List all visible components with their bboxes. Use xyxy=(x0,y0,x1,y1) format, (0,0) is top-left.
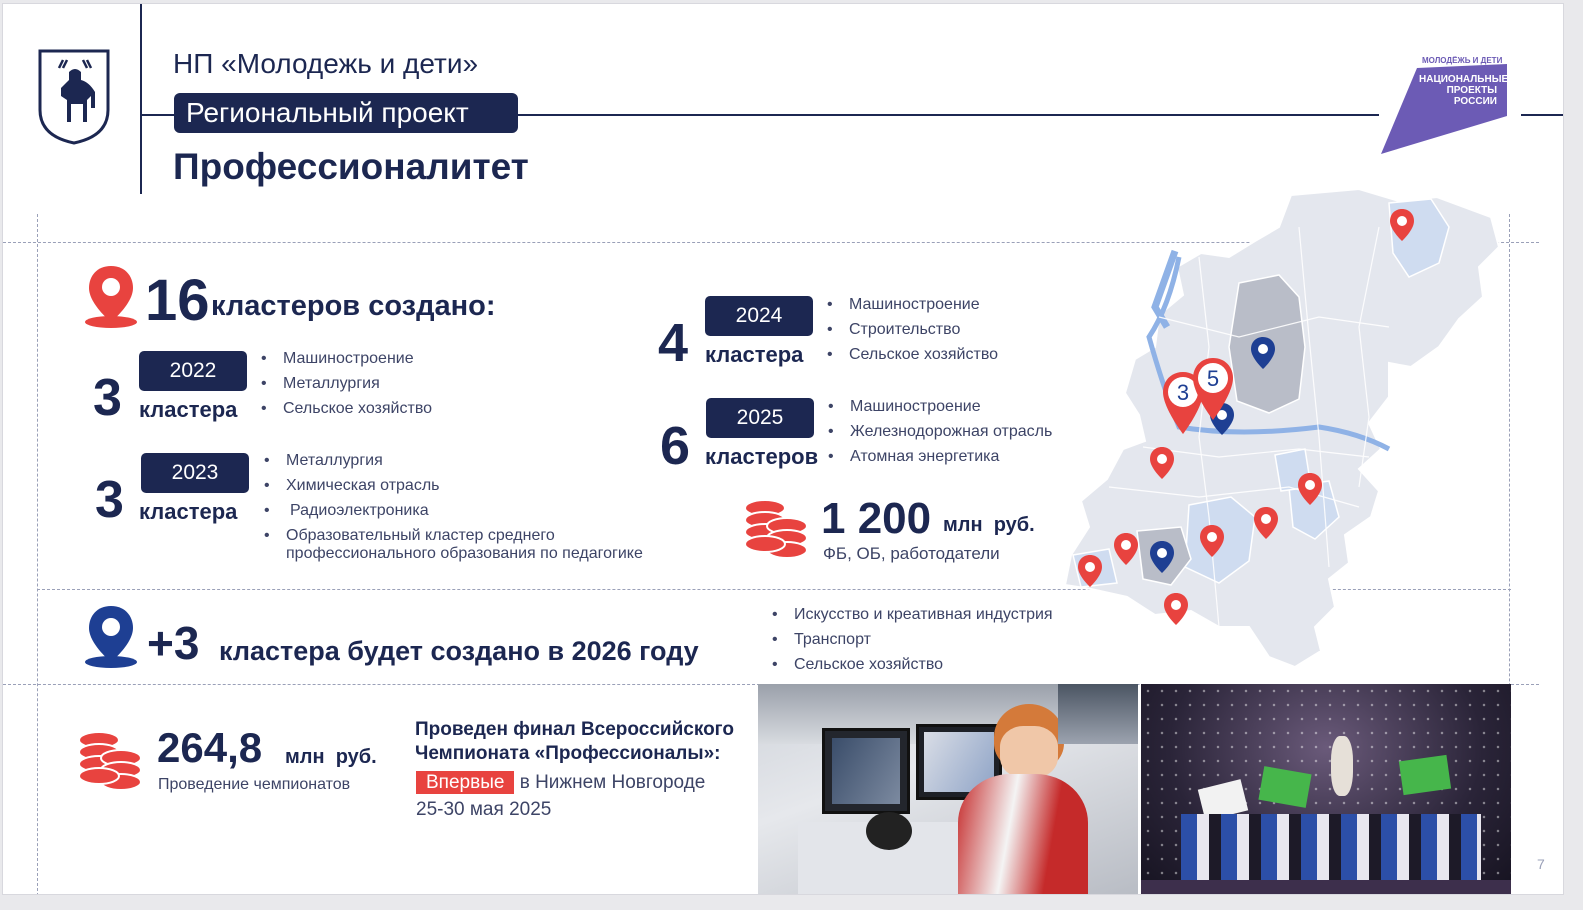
map-marker-red-icon xyxy=(1389,208,1415,242)
list-item: • Сельское хозяйство xyxy=(827,342,998,367)
count-2022: 3 xyxy=(93,369,122,427)
championship-unit: млн руб. xyxy=(285,746,377,768)
list-item: • Радиоэлектроника xyxy=(264,498,555,523)
list-item: • Машиностроение xyxy=(261,346,432,371)
map-label-b: 5 xyxy=(1206,366,1220,391)
coat-of-arms-icon xyxy=(37,48,111,146)
list-item: • Сельское хозяйство xyxy=(261,396,432,421)
list-item: • Сельское хозяйство xyxy=(772,652,1053,677)
national-projects-logo: МОЛОДЁЖЬ И ДЕТИ НАЦИОНАЛЬНЫЕ ПРОЕКТЫ РОССИИ xyxy=(1379,44,1509,156)
clusters-total-label: кластеров создано: xyxy=(211,290,496,322)
count-2025: 6 xyxy=(660,416,691,476)
year-badge-2022: 2022 xyxy=(139,351,247,391)
count-2024: 4 xyxy=(658,313,689,373)
list-item: • Металлургия xyxy=(264,448,555,473)
funding-amount: 1 200 xyxy=(821,494,932,543)
list-item-continued: профессионального образования по педагогике xyxy=(286,545,643,562)
list-2022 xyxy=(261,346,432,421)
list-2024 xyxy=(827,292,998,367)
funding-source: ФБ, ОБ, работодатели xyxy=(823,544,1000,563)
future-count: +3 xyxy=(147,617,200,669)
championship-caption: Проведение чемпионатов xyxy=(158,776,351,793)
list-item: • Металлургия xyxy=(261,371,432,396)
word-2022: кластера xyxy=(139,397,238,422)
map-marker-blue-icon xyxy=(1250,336,1276,370)
slide xyxy=(2,3,1564,895)
region-map xyxy=(1059,187,1503,671)
map-marker-blue-icon xyxy=(1149,540,1175,574)
header-divider xyxy=(140,4,142,194)
page-title: Профессионалитет xyxy=(173,146,529,187)
header-rule-right xyxy=(1521,114,1564,116)
year-badge-2025: 2025 xyxy=(706,398,814,438)
map-marker-red-icon xyxy=(1077,554,1103,588)
list-item: • Машиностроение xyxy=(827,292,998,317)
photo-competitor-workstation xyxy=(758,684,1138,895)
map-marker-red-icon xyxy=(1199,524,1225,558)
map-marker-red-icon xyxy=(1149,446,1175,480)
year-badge-2024: 2024 xyxy=(705,296,813,336)
map-marker-red-icon xyxy=(1113,532,1139,566)
list-item: • Железнодорожная отрасль xyxy=(828,419,1052,444)
word-2025: кластеров xyxy=(705,444,819,469)
championship-dates: 25-30 мая 2025 xyxy=(416,799,552,820)
championship-heading: Проведен финал Всероссийского Чемпионата «Профессионалы»: xyxy=(415,719,734,764)
list-item: • Искусство и креативная индустрия xyxy=(772,602,1053,627)
photo-opening-ceremony xyxy=(1141,684,1511,895)
list-item: • Строительство xyxy=(827,317,998,342)
section-line-left xyxy=(37,214,38,895)
list-2023 xyxy=(264,448,555,548)
first-time-badge: Впервые xyxy=(416,771,514,794)
count-2023: 3 xyxy=(95,471,124,529)
map-marker-red-icon xyxy=(1253,506,1279,540)
map-marker-red-icon xyxy=(1163,592,1189,626)
coins-icon xyxy=(743,496,811,564)
map-label-a: 3 xyxy=(1176,380,1190,405)
coins-icon xyxy=(77,728,145,796)
list-item: • Химическая отрасль xyxy=(264,473,555,498)
project-badge: Региональный проект xyxy=(174,93,518,133)
location-pin-red-icon xyxy=(83,264,139,330)
championship-location: Впервые в Нижнем Новгороде xyxy=(416,772,705,794)
funding-unit: млн руб. xyxy=(943,514,1035,536)
word-2024: кластера xyxy=(705,342,804,367)
list-item: • Образовательный кластер среднего xyxy=(264,523,555,548)
list-item: • Транспорт xyxy=(772,627,1053,652)
location-pin-blue-icon xyxy=(83,604,139,670)
list-item: • Атомная энергетика xyxy=(828,444,1052,469)
clusters-total-count: 16 xyxy=(145,268,210,333)
page-number: 7 xyxy=(1537,856,1545,872)
list-item: • Машиностроение xyxy=(828,394,1052,419)
map-marker-red-icon xyxy=(1297,472,1323,506)
org-name: НП «Молодежь и дети» xyxy=(173,48,479,79)
future-list xyxy=(772,602,1053,677)
word-2023: кластера xyxy=(139,499,238,524)
header-rule-left xyxy=(142,114,176,116)
future-label: кластера будет создано в 2026 году xyxy=(219,636,699,666)
header-rule-mid xyxy=(517,114,1379,116)
championship-amount: 264,8 xyxy=(157,724,263,771)
year-badge-2023: 2023 xyxy=(141,453,249,493)
list-2025 xyxy=(828,394,1052,469)
